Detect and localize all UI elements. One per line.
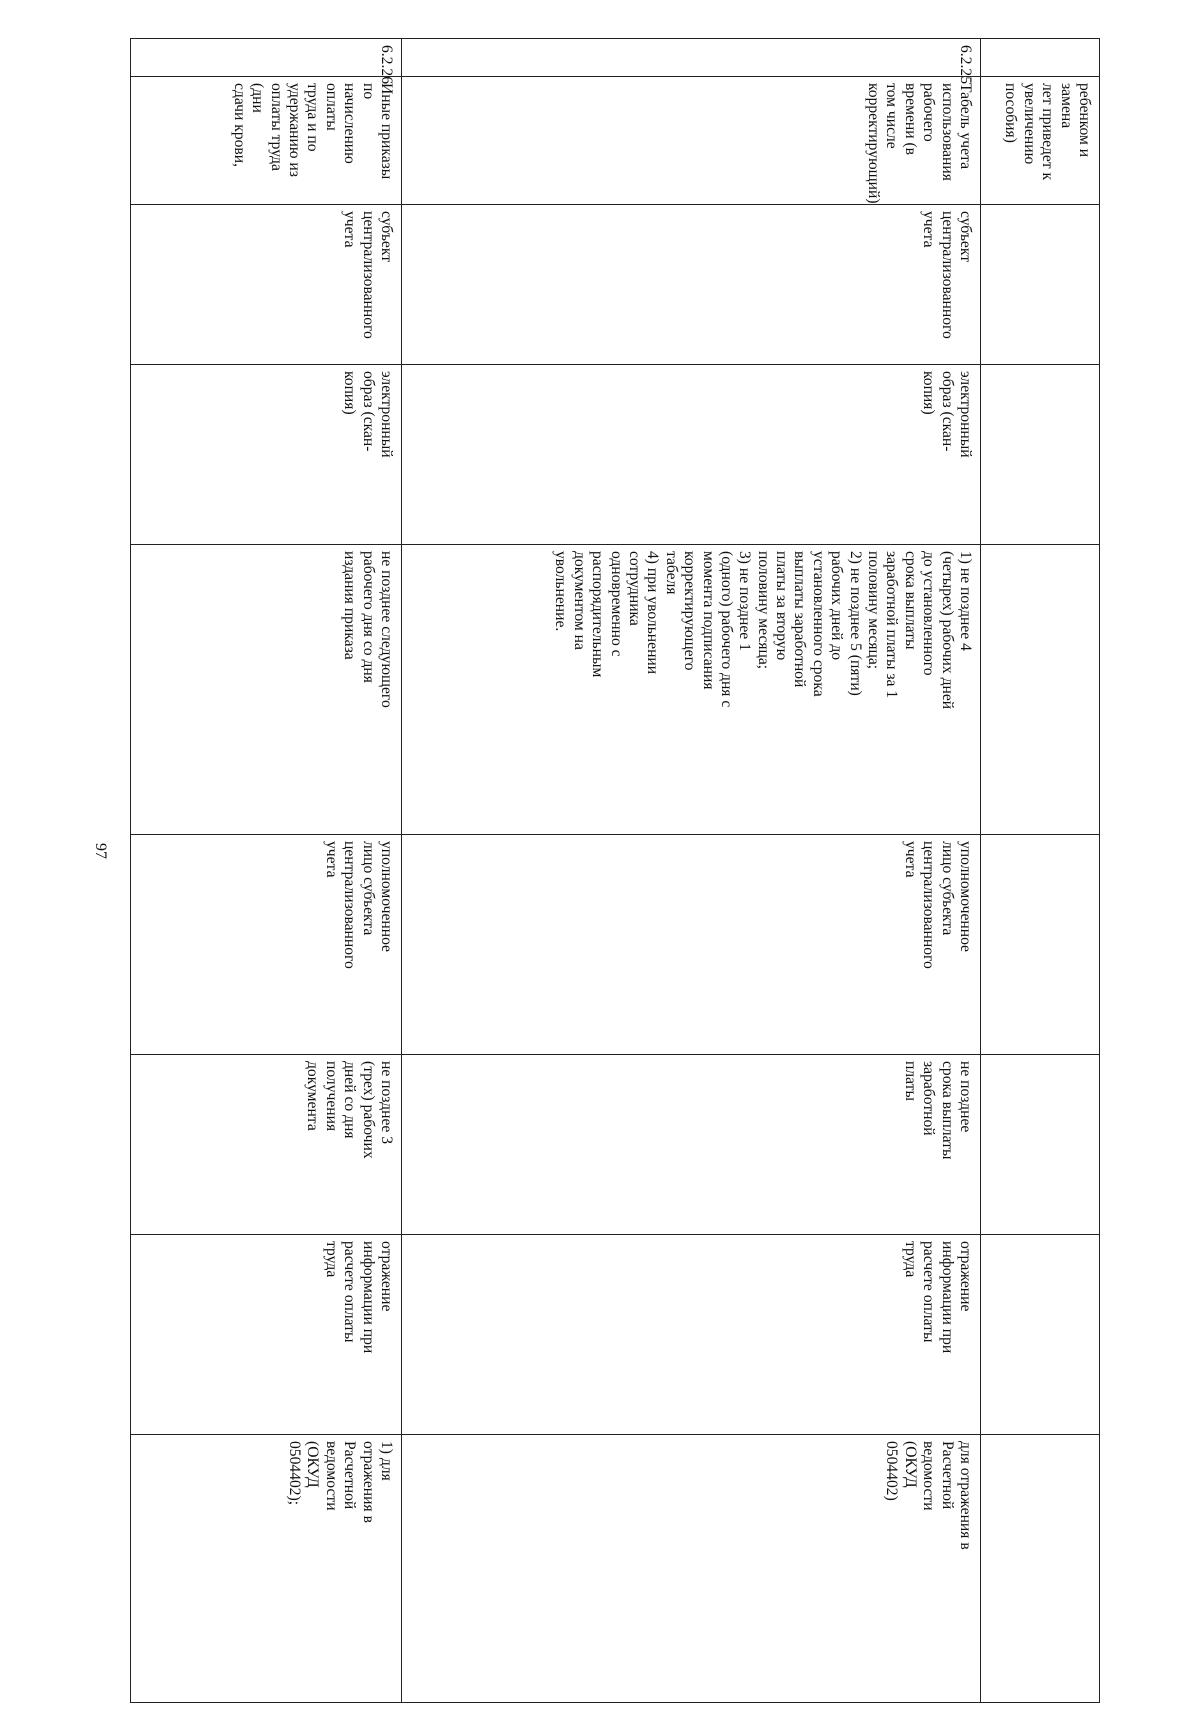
- cell-document-name: Табель учета использования рабочего времени (в том числе корректирующий): [402, 77, 981, 205]
- cell-note: 1) для отражения в Расчетной ведомости (ОКУД 0504402);: [131, 1435, 402, 1703]
- cell-purpose: [981, 1235, 1100, 1435]
- cell-form: [981, 365, 1100, 545]
- cell-deadline: [981, 545, 1100, 835]
- cell-number: [981, 39, 1100, 77]
- cell-signer: уполномоченное лицо субъекта централизованного учета: [131, 835, 402, 1055]
- document-table: [170, 38, 1100, 1702]
- cell-transfer-term: не позднее 3 (трех) рабочих дней со дня получения документа: [131, 1055, 402, 1235]
- table-row: [981, 39, 1100, 1703]
- cell-note: для отражения в Расчетной ведомости (ОКУД 0504402): [402, 1435, 981, 1703]
- cell-document-name: Иные приказы по начислению оплаты труда и по удержанию из оплаты труда (дни сдачи крови,: [131, 77, 402, 205]
- cell-note: [981, 1435, 1100, 1703]
- cell-transfer-term: [981, 1055, 1100, 1235]
- cell-signer: [981, 835, 1100, 1055]
- cell-purpose: отражение информации при расчете оплаты труда: [131, 1235, 402, 1435]
- cell-transfer-term: не позднее срока выплаты заработной платы: [402, 1055, 981, 1235]
- page-number: 97: [92, 843, 109, 859]
- cell-creator: субъект централизованного учета: [131, 205, 402, 365]
- cell-number: 6.2.26: [131, 39, 402, 77]
- cell-document-name: ребенком и замена лет приведет к увеличению пособия): [981, 77, 1100, 205]
- cell-number: 6.2.25: [402, 39, 981, 77]
- cell-purpose: отражение информации при расчете оплаты труда: [402, 1235, 981, 1435]
- cell-form: электронный образ (скан- копия): [402, 365, 981, 545]
- cell-form: электронный образ (скан- копия): [131, 365, 402, 545]
- cell-deadline: не позднее следующего рабочего дня со дня издания приказа: [131, 545, 402, 835]
- cell-deadline: 1) не позднее 4 (четырех) рабочих дней до установленного срока выплаты заработной платы за 1 половину месяца; 2) не позднее 5 (пяти) рабочих дней до установленного срока выплаты заработной платы за вторую половину месяца; 3) не позднее 1 (одного) рабочего дня с момента подписания корректирующего табеля 4) при увольнении сотрудника одновременно с распорядительным документом на увольнение.: [402, 545, 981, 835]
- table-row: [131, 39, 402, 1703]
- table-row: [402, 39, 981, 1703]
- cell-signer: уполномоченное лицо субъекта централизованного учета: [402, 835, 981, 1055]
- cell-creator: [981, 205, 1100, 365]
- cell-creator: субъект централизованного учета: [402, 205, 981, 365]
